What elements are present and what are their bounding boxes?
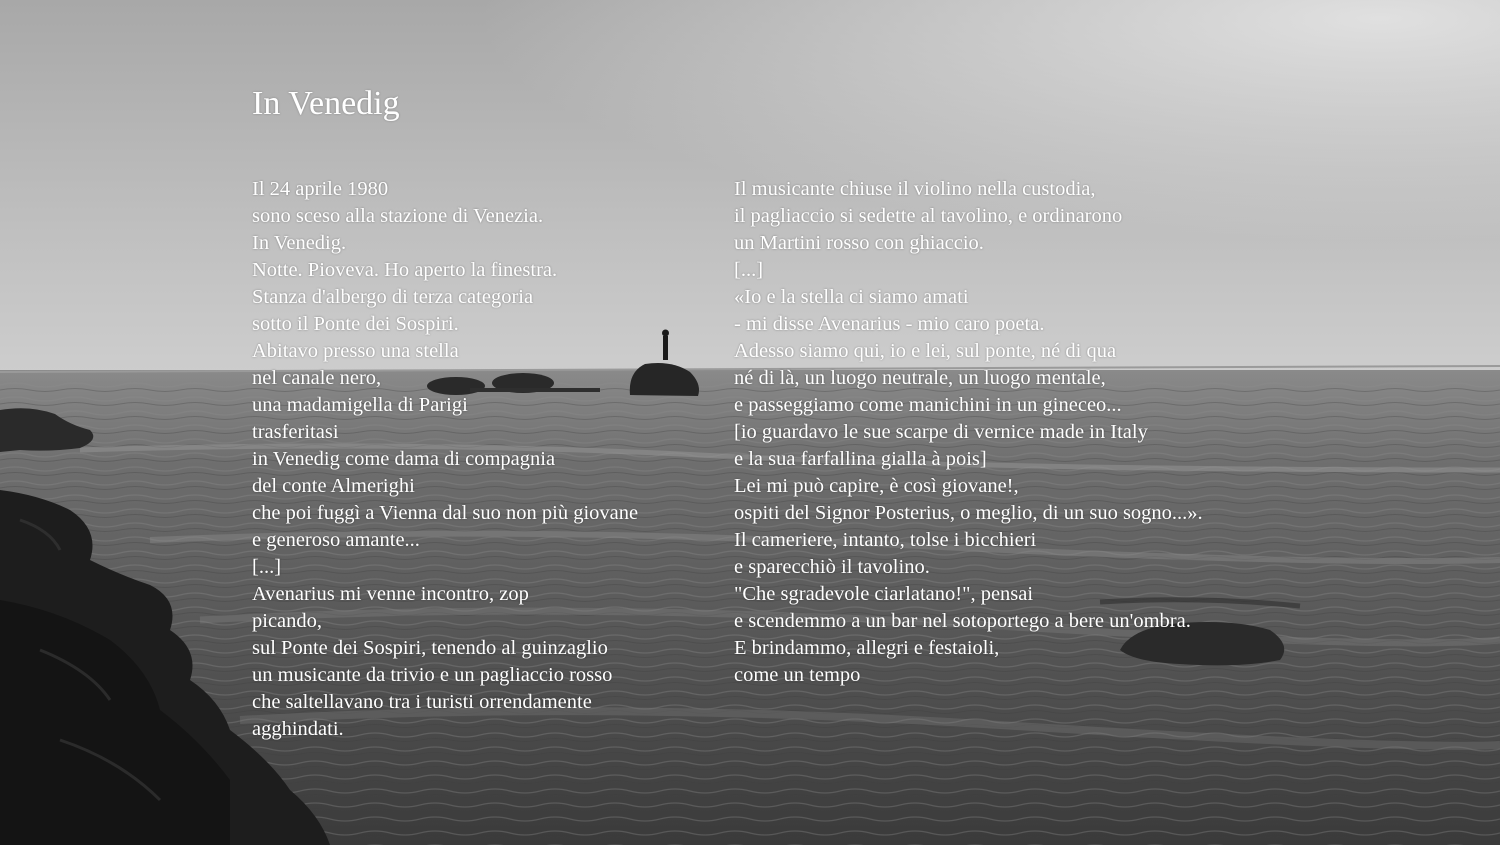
poem-line: e sparecchiò il tavolino. bbox=[734, 556, 930, 578]
poem-line: e generoso amante... bbox=[252, 529, 420, 551]
poem-line: nel canale nero, bbox=[252, 367, 382, 389]
poem-column-right bbox=[734, 176, 1203, 689]
poem-line: Stanza d'albergo di terza categoria bbox=[252, 286, 534, 308]
poem-column-left bbox=[252, 176, 638, 743]
poem-line: in Venedig come dama di compagnia bbox=[252, 448, 556, 470]
poem-title: In Venedig bbox=[252, 85, 400, 122]
poem-line: una madamigella di Parigi bbox=[252, 394, 468, 416]
poem-line: E brindammo, allegri e festaioli, bbox=[734, 637, 1000, 659]
poem-line: Adesso siamo qui, io e lei, sul ponte, né di qua bbox=[734, 340, 1117, 362]
poem-line: Abitavo presso una stella bbox=[252, 340, 459, 362]
poem-line: ospiti del Signor Posterius, o meglio, di un suo sogno...». bbox=[734, 502, 1203, 524]
poem-line: Lei mi può capire, è così giovane!, bbox=[734, 475, 1019, 497]
poem-line: che saltellavano tra i turisti orrendamente bbox=[252, 691, 592, 713]
poem-line: Il musicante chiuse il violino nella custodia, bbox=[734, 178, 1096, 200]
poem-line: e la sua farfallina gialla à pois] bbox=[734, 448, 987, 470]
poem-line: Avenarius mi venne incontro, zop bbox=[252, 583, 529, 605]
poem-line: e scendemmo a un bar nel sotoportego a bere un'ombra. bbox=[734, 610, 1191, 632]
poem-line: del conte Almerighi bbox=[252, 475, 415, 497]
poem-line: In Venedig. bbox=[252, 232, 347, 254]
poem-line: [...] bbox=[734, 259, 764, 281]
poem-line: un musicante da trivio e un pagliaccio rosso bbox=[252, 664, 613, 686]
poem-line: [...] bbox=[252, 556, 282, 578]
poem-line: agghindati. bbox=[252, 718, 344, 740]
poem-line: "Che sgradevole ciarlatano!", pensai bbox=[734, 583, 1034, 605]
poem-line: come un tempo bbox=[734, 664, 861, 686]
poem-line: e passeggiamo come manichini in un gineceo... bbox=[734, 394, 1122, 416]
poem-line: sul Ponte dei Sospiri, tenendo al guinzaglio bbox=[252, 637, 608, 659]
poem-line: sotto il Ponte dei Sospiri. bbox=[252, 313, 459, 335]
poem-line: sono sceso alla stazione di Venezia. bbox=[252, 205, 544, 227]
poem-line: che poi fuggì a Vienna dal suo non più giovane bbox=[252, 502, 639, 524]
poem-line: Il cameriere, intanto, tolse i bicchieri bbox=[734, 529, 1037, 551]
poem-line: [io guardavo le sue scarpe di vernice made in Italy bbox=[734, 421, 1148, 443]
poem-line: picando, bbox=[252, 610, 323, 632]
poem-line: Notte. Pioveva. Ho aperto la finestra. bbox=[252, 259, 558, 281]
poem-line: un Martini rosso con ghiaccio. bbox=[734, 232, 984, 254]
poem-line: né di là, un luogo neutrale, un luogo mentale, bbox=[734, 367, 1106, 389]
poem-line: «Io e la stella ci siamo amati bbox=[734, 286, 969, 308]
poem-line: trasferitasi bbox=[252, 421, 339, 443]
poem-line: Il 24 aprile 1980 bbox=[252, 178, 389, 200]
poem-line: il pagliaccio si sedette al tavolino, e ordinarono bbox=[734, 205, 1123, 227]
poem-line: - mi disse Avenarius - mio caro poeta. bbox=[734, 313, 1045, 335]
